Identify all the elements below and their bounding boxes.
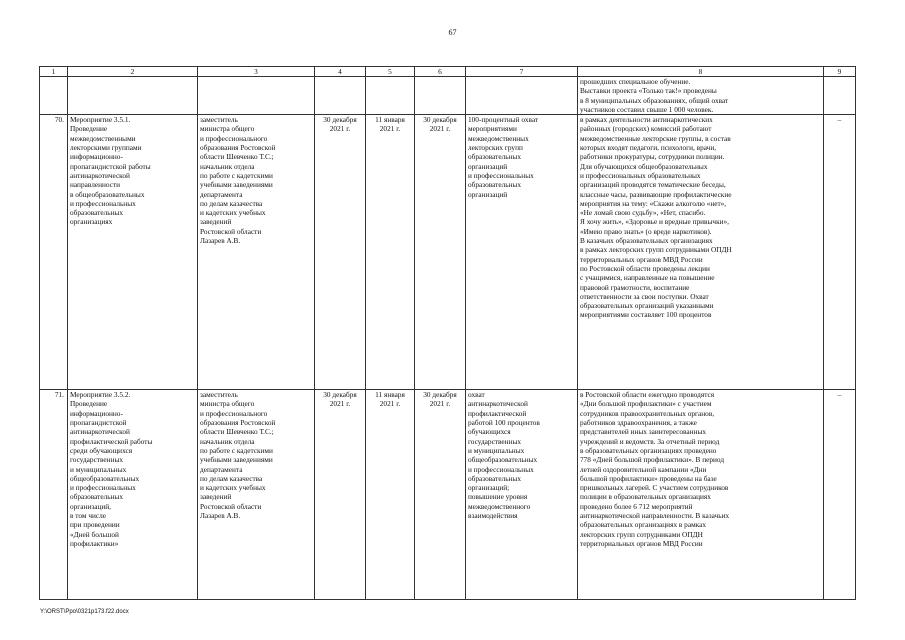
actual-end-cell-line: 30 декабря [423, 390, 457, 400]
event-cell-line: направленности [70, 180, 121, 190]
status-cell-line: в Ростовской области ежегодно проводятся [580, 390, 715, 400]
event-cell-line: Мероприятие 3.5.1. [70, 115, 131, 125]
status-cell-line: в образовательных организациях проведено [580, 445, 717, 455]
responsible-cell-line: заведений [200, 217, 232, 227]
status-cell-line: межведомственные лекторские группы, в состав [580, 133, 731, 143]
status-cell-line: лекторских групп сотрудниками ОПДН [580, 529, 703, 539]
expected-result-cell-line: взаимодействия [468, 511, 518, 521]
continued-status-line: участников составил свыше 1 000 человек. [580, 104, 714, 114]
actual-start-cell-line: 2021 г. [379, 399, 401, 409]
status-cell-line: и профессиональных образовательных [580, 170, 701, 180]
responsible-cell-line: департамента [200, 189, 243, 199]
status-cell-line: территориальных органов МВД России [580, 254, 703, 264]
expected-result-cell-line: межведомственного [468, 501, 531, 511]
status-cell-line: представителей иных заинтересованных [580, 427, 706, 437]
actual-start-cell-line: 2021 г. [379, 124, 401, 134]
responsible-cell-line: по работе с кадетскими [200, 170, 273, 180]
expected-result-cell-line: и муниципальных [468, 445, 525, 455]
continued-status-line: в 8 муниципальных образованиях, общий охват [580, 95, 729, 105]
status-cell-line: образовательных организациях в рамках [580, 520, 707, 530]
expected-result-cell-line: антинаркотической [468, 399, 528, 409]
column-header-6: 6 [415, 67, 466, 77]
status-cell-line: В казачьих образовательных организациях [580, 236, 713, 246]
status-cell [578, 115, 824, 390]
status-cell-line: мероприятия на тему: «Скажи алкоголю «нет», [580, 198, 727, 208]
event-cell-line: пропагандистской [70, 418, 127, 428]
column-header-3: 3 [198, 67, 315, 77]
planned-date-cell-line: 30 декабря [323, 115, 357, 125]
event-cell-line: информационно- [70, 408, 123, 418]
responsible-cell-line: и профессионального [200, 133, 268, 143]
planned-date-cell-line: 2021 г. [329, 399, 351, 409]
responsible-cell [198, 115, 315, 390]
continued-row [40, 77, 856, 115]
status-cell-line: работники прокуратуры, сотрудники полиции. [580, 152, 725, 162]
responsible-cell-line: заведений [200, 492, 232, 502]
actual-end-cell-line: 2021 г. [429, 399, 451, 409]
event-cell-line: государственных [70, 455, 124, 465]
expected-result-cell-line: образовательных [468, 180, 521, 190]
responsible-cell-line: Лазарев А.В. [200, 236, 241, 246]
actual-start-cell [366, 390, 415, 600]
event-cell-line: лекторскими группами [70, 143, 142, 153]
responsible-cell-line: министра общего [200, 399, 255, 409]
responsible-cell-line: области Шевченко Т.С.; [200, 427, 274, 437]
column-header-7: 7 [466, 67, 578, 77]
status-cell-line: Для обучающихся общеобразовательных [580, 161, 708, 171]
actual-start-cell-line: 11 января [375, 390, 405, 400]
column-header-2: 2 [68, 67, 198, 77]
status-cell-line: мероприятиями составляет 100 процентов [580, 310, 712, 320]
responsible-cell-line: и кадетских учебных [200, 208, 266, 218]
actual-end-cell-line: 2021 г. [429, 124, 451, 134]
responsible-cell-line: департамента [200, 464, 243, 474]
event-cell-line: антинаркотической [70, 427, 130, 437]
event-cell-line: «Дней большой [70, 529, 119, 539]
expected-result-cell-line: и профессиональных [468, 170, 534, 180]
table-row [40, 115, 856, 390]
event-cell-line: при проведении [70, 520, 120, 530]
status-cell-line: районных (городских) комиссий работают [580, 124, 712, 134]
expected-result-cell [466, 115, 578, 390]
expected-result-cell-line: образовательных [468, 473, 521, 483]
expected-result-cell-line: организаций; [468, 483, 510, 493]
expected-result-cell-line: профилактической [468, 408, 527, 418]
responsible-cell-line: по работе с кадетскими [200, 445, 273, 455]
status-cell-line: Я хочу жить», «Здоровье и вредные привычки», [580, 217, 729, 227]
expected-result-cell-line: 100-процентный охват [468, 115, 539, 125]
event-cell [68, 115, 198, 390]
header-row [40, 67, 856, 77]
status-cell-line: с учащимися, направленные на повышение [580, 273, 715, 283]
expected-result-cell-line: мероприятиями [468, 124, 517, 134]
responsible-cell-line: по делам казачества [200, 198, 263, 208]
actual-end-cell-line: 30 декабря [423, 115, 457, 125]
expected-result-cell-line: и профессиональных [468, 464, 534, 474]
event-cell-line: общеобразовательных [70, 473, 140, 483]
event-cell [68, 390, 198, 600]
status-cell-line: летней оздоровительной кампании «Дни [580, 464, 707, 474]
status-cell-line: антинаркотической направленности. В казачьих [580, 511, 730, 521]
event-cell-line: среди обучающихся [70, 445, 133, 455]
status-cell-line: в рамках лекторских групп сотрудниками ОПДН [580, 245, 732, 255]
event-cell-line: Проведение [70, 124, 108, 134]
continued-status-line: прошедших специальное обучение. [580, 77, 691, 86]
column-header-5: 5 [366, 67, 415, 77]
responsible-cell-line: заместитель [200, 390, 238, 400]
status-cell-line: в рамках деятельности антинаркотических [580, 115, 713, 125]
status-cell [578, 390, 824, 600]
event-cell-line: межведомственными [70, 133, 136, 143]
responsible-cell-line: министра общего [200, 124, 255, 134]
status-cell-line: классные часы, развивающие профилактические [580, 189, 732, 199]
planned-date-cell-line: 30 декабря [323, 390, 357, 400]
status-cell-line: «Не ломай свою судьбу», «Нет, спасибо. [580, 208, 706, 218]
planned-date-cell [315, 115, 366, 390]
responsible-cell-line: Ростовской области [200, 501, 262, 511]
event-cell-line: профилактической работы [70, 436, 153, 446]
report-table [39, 66, 856, 600]
column-header-4: 4 [315, 67, 366, 77]
expected-result-cell-line: лекторских групп [468, 143, 523, 153]
responsible-cell-line: Ростовской области [200, 226, 262, 236]
responsible-cell-line: начальник отдела [200, 436, 255, 446]
status-cell-line: пришкольных лагерей. С участием сотрудников [580, 483, 729, 493]
status-cell-line: по Ростовской области проведены лекции [580, 263, 710, 273]
status-cell-line: работников здравоохранения, а также [580, 418, 697, 428]
responsible-cell-line: образования Ростовской [200, 143, 276, 153]
row-number: 71. [40, 390, 68, 600]
status-cell-line: сотрудников правоохранительных органов, [580, 408, 715, 418]
planned-date-cell-line: 2021 г. [329, 124, 351, 134]
event-cell-line: пропагандистской работы [70, 161, 151, 171]
status-cell-line: 778 «Дней большой профилактики». В период [580, 455, 725, 465]
expected-result-cell-line: образовательных [468, 152, 521, 162]
event-cell-line: информационно- [70, 152, 123, 162]
event-cell-line: в общеобразовательных [70, 189, 145, 199]
status-cell-line: учреждений и ведомств. За отчетный период [580, 436, 720, 446]
status-cell-line: организаций проводятся тематические беседы, [580, 180, 726, 190]
responsible-cell [198, 390, 315, 600]
event-cell-line: и муниципальных [70, 464, 127, 474]
status-cell-line: ответственности за свои поступки. Охват [580, 291, 709, 301]
note-cell: – [824, 115, 856, 390]
continued-status-cell [578, 77, 824, 115]
event-cell-line: и профессиональных [70, 483, 136, 493]
expected-result-cell-line: межведомственных [468, 133, 529, 143]
expected-result-cell-line: организаций [468, 161, 508, 171]
row-number: 70. [40, 115, 68, 390]
responsible-cell-line: области Шевченко Т.С.; [200, 152, 274, 162]
expected-result-cell-line: работой 100 процентов [468, 418, 540, 428]
responsible-cell-line: заместитель [200, 115, 238, 125]
event-cell-line: и профессиональных [70, 198, 136, 208]
column-header-8: 8 [578, 67, 824, 77]
event-cell-line: в том числе [70, 511, 107, 521]
event-cell-line: образовательных [70, 492, 123, 502]
event-cell-line: образовательных [70, 208, 123, 218]
responsible-cell-line: учебными заведениями [200, 455, 273, 465]
responsible-cell-line: начальник отдела [200, 161, 255, 171]
column-header-9: 9 [824, 67, 856, 77]
status-cell-line: «Имею право знать» (о вреде наркотиков). [580, 226, 712, 236]
expected-result-cell-line: повышение уровня [468, 492, 528, 502]
event-cell-line: Проведение [70, 399, 108, 409]
responsible-cell-line: образования Ростовской [200, 418, 276, 428]
event-cell-line: организациях [70, 217, 113, 227]
event-cell-line: Мероприятие 3.5.2. [70, 390, 131, 400]
responsible-cell-line: учебными заведениями [200, 180, 273, 190]
table-row [40, 390, 856, 600]
file-path-footer: Y:\ORST\Ppo\0321p173.f22.docx [40, 609, 129, 615]
status-cell-line: большой профилактики» проведены на базе [580, 473, 717, 483]
expected-result-cell-line: государственных [468, 436, 522, 446]
note-cell: – [824, 390, 856, 600]
responsible-cell-line: Лазарев А.В. [200, 511, 241, 521]
responsible-cell-line: по делам казачества [200, 473, 263, 483]
event-cell-line: антинаркотической [70, 170, 130, 180]
expected-result-cell [466, 390, 578, 600]
status-cell-line: проведено более 6 712 мероприятий [580, 501, 693, 511]
actual-end-cell [415, 390, 466, 600]
status-cell-line: которых входят педагоги, психологи, врачи, [580, 143, 717, 153]
responsible-cell-line: и кадетских учебных [200, 483, 266, 493]
status-cell-line: правовой грамотности, воспитание [580, 282, 690, 292]
expected-result-cell-line: обучающихся [468, 427, 511, 437]
status-cell-line: образовательных организаций указанными [580, 301, 714, 311]
status-cell-line: «Дни большой профилактики» с участием [580, 399, 712, 409]
responsible-cell-line: и профессионального [200, 408, 268, 418]
expected-result-cell-line: организаций [468, 189, 508, 199]
event-cell-line: организаций, [70, 501, 111, 511]
status-cell-line: полиции в образовательных организациях [580, 492, 711, 502]
table-body [40, 77, 856, 600]
actual-start-cell [366, 115, 415, 390]
planned-date-cell [315, 390, 366, 600]
column-header-1: 1 [40, 67, 68, 77]
continued-status-line: Выставки проекта «Только так!» проведены [580, 86, 717, 96]
event-cell-line: профилактики» [70, 538, 119, 548]
page-number: 67 [448, 28, 457, 37]
status-cell-line: территориальных органов МВД России [580, 538, 703, 548]
expected-result-cell-line: охват [468, 390, 485, 400]
expected-result-cell-line: общеобразовательных [468, 455, 538, 465]
actual-start-cell-line: 11 января [375, 115, 405, 125]
actual-end-cell [415, 115, 466, 390]
